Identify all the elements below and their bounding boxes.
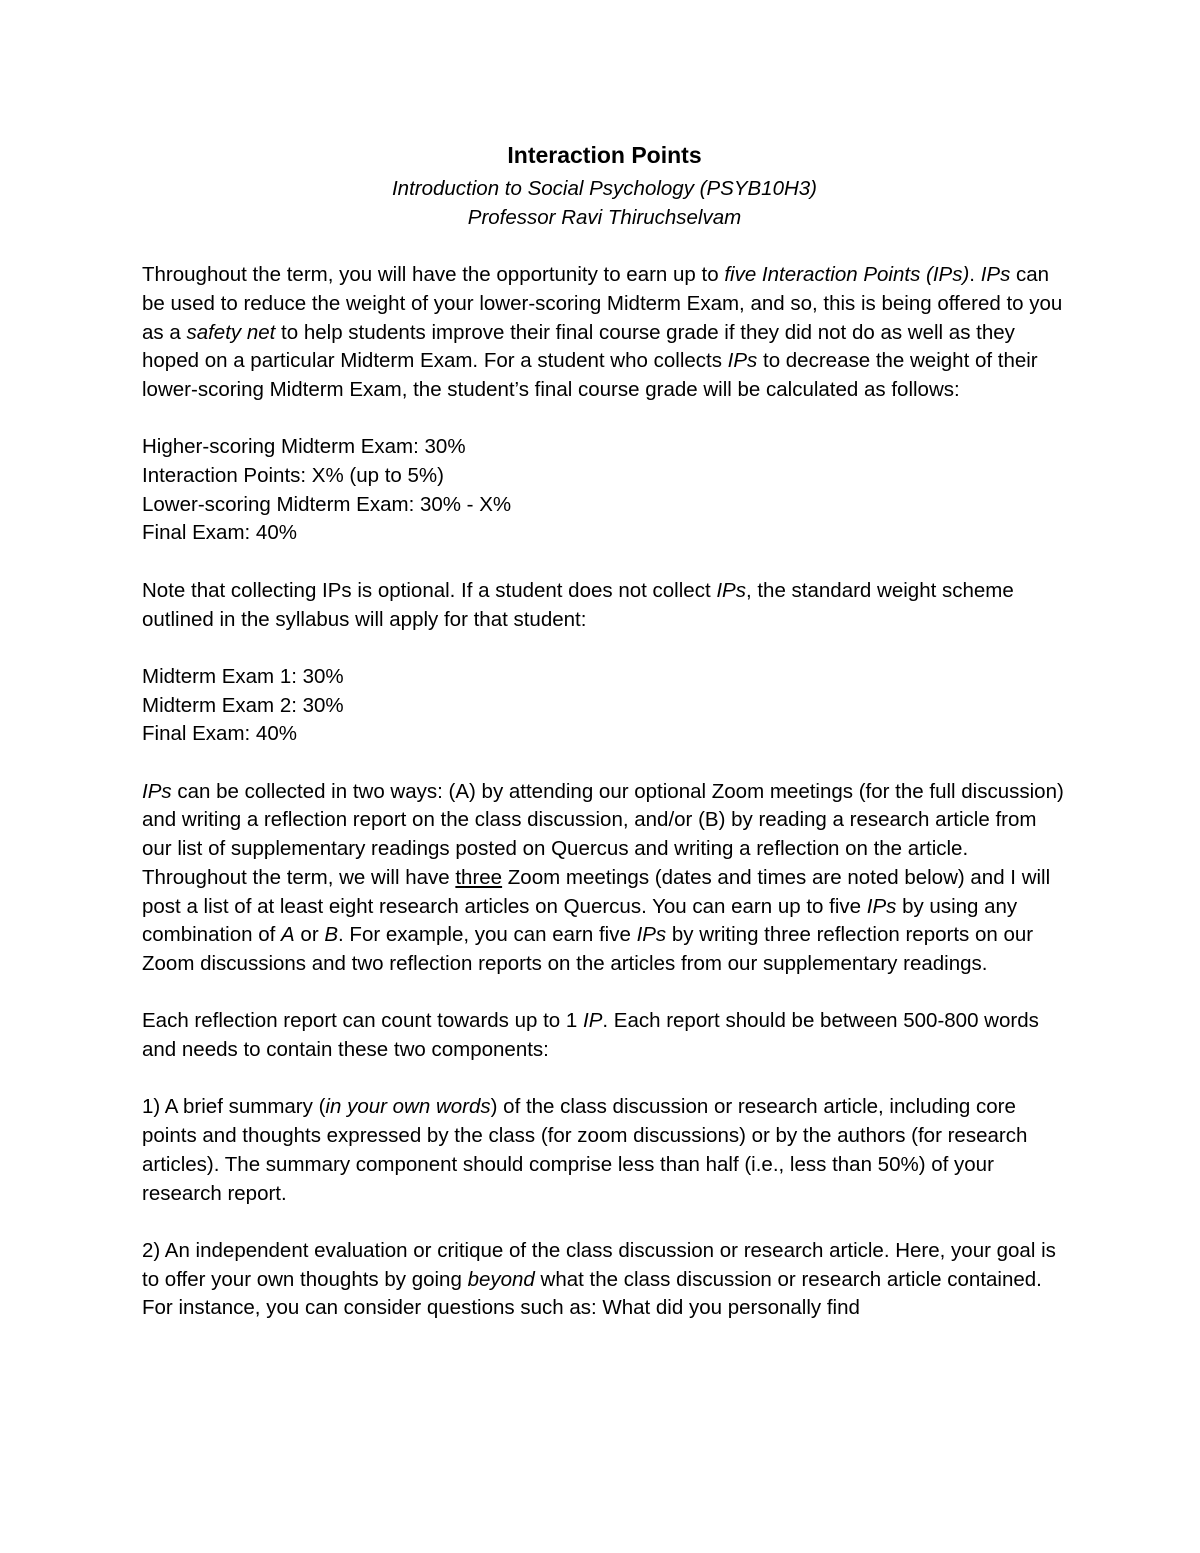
- scheme-line: Midterm Exam 2: 30%: [142, 693, 344, 717]
- scheme-line: Midterm Exam 1: 30%: [142, 664, 344, 688]
- scheme-line: Higher-scoring Midterm Exam: 30%: [142, 435, 466, 459]
- professor-name: Professor Ravi Thiruchselvam: [467, 205, 742, 229]
- scheme-line: Lower-scoring Midterm Exam: 30% - X%: [142, 492, 512, 516]
- standard-weight-scheme: [142, 663, 1067, 749]
- intro-paragraph: Throughout the term, you will have the opportunity to earn up to five Interaction Points (IPs). IPs can be used to reduce the weight of your lower-scoring Midterm Exam, and so, this is being offered to you as a safety net to help students improve their final course grade if they did not do as well as they hoped on a particular Midterm Exam. For a student who collects IPs to decrease the weight of their lower-scoring Midterm Exam, the student’s final course grade will be calculated as follows:: [142, 263, 1063, 401]
- component-evaluation-paragraph: 2) An independent evaluation or critique of the class discussion or research article. Here, your goal is to offer your own thoughts by going beyond what the class discussion or research article contained. For instance, you can consider questions such as: What did you personally find: [142, 1238, 1056, 1320]
- document-body: [142, 140, 1067, 1323]
- scheme-line: Final Exam: 40%: [142, 521, 297, 545]
- report-requirements-paragraph: Each reflection report can count towards up to 1 IP. Each report should be between 500-800 words and needs to contain these two components:: [142, 1009, 1039, 1061]
- course-name: Introduction to Social Psychology (PSYB10H3): [391, 177, 818, 200]
- collection-ways-paragraph: IPs can be collected in two ways: (A) by attending our optional Zoom meetings (for the full discussion) and writing a reflection report on the class discussion, and/or (B) by reading a research article from our list of supplementary readings posted on Quercus and writing a reflection on the article. Throughout the term, we will have three Zoom meetings (dates and times are noted below) and I will post a list of at least eight research articles on Quercus. You can earn up to five IPs by using any combination of A or B. For example, you can earn five IPs by writing three reflection reports on our Zoom discussions and two reflection reports on the articles from our supplementary readings.: [142, 779, 1064, 975]
- component-summary-paragraph: 1) A brief summary (in your own words) of the class discussion or research article, including core points and thoughts expressed by the class (for zoom discussions) or by the authors (for research articles). The summary component should comprise less than half (i.e., less than 50%) of your research report.: [142, 1095, 1028, 1205]
- ip-weight-scheme: [142, 433, 1067, 548]
- scheme-line: Final Exam: 40%: [142, 722, 297, 746]
- optional-note-paragraph: Note that collecting IPs is optional. If a student does not collect IPs, the standard weight scheme outlined in the syllabus will apply for that student:: [142, 578, 1014, 631]
- page-title: Interaction Points: [507, 142, 702, 168]
- scheme-line: Interaction Points: X% (up to 5%): [142, 464, 444, 487]
